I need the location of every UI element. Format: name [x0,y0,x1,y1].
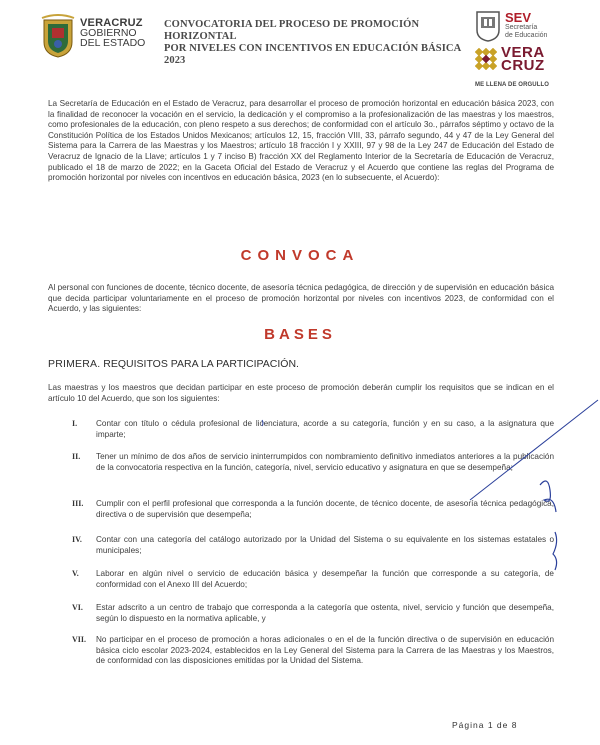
veracruz-word-2: CRUZ [501,57,545,74]
government-wordmark [80,18,145,48]
requirement-text: Contar con una categoría del catálogo autorizado por la Unidad del Sistema o su equivalente en los sistemas estatales o municipales; [96,535,554,555]
page-number: Página 1 de 8 [452,720,518,730]
intro-paragraph: La Secretaría de Educación en el Estado de Veracruz, para desarrollar el proceso de promoción horizontal en educación básica 2023, con la finalidad de reconocer la vocación en el servicio, la dedicación y el compromiso a la profesionalización de las maestras y los maestros, como profesionales de la educación, con pleno respeto a sus derechos; de conformidad con el artículo 3o., párrafos séptimo y octavo de la Constitución Política de los Estados Unidos Mexicanos; artículos 12, 15, fracción VIII, 33, párrafo segundo, 44 y 47 de la Ley General del Sistema para la Carrera de las Maestras y los Maestros; artículo 18 fracción I y XXIII, 97 y 98 de la Ley 247 de Educación del Estado de Veracruz de Ignacio de la Llave; artículos 1 y 7 inciso B) fracción XX del Reglamento Interior de la Secretaría de Educación de Veracruz, publicado el 18 de marzo de 2022; en la Gaceta Oficial del Estado de Veracruz y el Acuerdo que contiene las reglas del Programa de promoción horizontal por niveles con incentivos en educación básica, 2023 (en lo subsecuente, el Acuerdo): [48,99,554,183]
sev-sub-2: de Educación [505,32,548,39]
gov-line-1: VERACRUZ [80,17,143,29]
requirement-text: Laborar en algún nivel o servicio de educación básica y desempeñar la función que corresponde a su categoría, de conformidad con el Anexo III del Acuerdo; [96,569,554,589]
title-line-2: POR NIVELES CON INCENTIVOS EN EDUCACIÓN BÁSICA 2023 [164,43,461,66]
gov-line-3: DEL ESTADO [80,37,146,49]
sev-sub-1: Secretaría [505,24,538,31]
bases-heading: BASES [264,326,336,343]
page-header [0,0,600,92]
requirement-text: No participar en el proceso de promoción a horas adicionales o en el de la función directiva o de supervisión en educación básica ciclo escolar 2023-2024, establecidos en la Ley General del Sistema para la Carrera de las Maestras y los Maestros, de conformidad con las disposiciones emitidas por la Unidad del Sistema. [96,635,554,666]
slogan: ME LLENA DE ORGULLO [475,82,550,88]
requirement-number: VII. [72,635,87,644]
gov-line-2: GOBIERNO [80,27,137,39]
convoca-heading: CONVOCA [240,247,360,264]
sev-acronym: SEV [505,10,532,25]
veracruz-wordmark [501,46,545,72]
sev-logo-block [475,8,555,98]
document-title [164,19,464,67]
requirement-number: VI. [72,603,83,612]
requirement-number: V. [72,569,79,578]
requirement-text: Contar con título o cédula profesional de licenciatura, acorde a su categoría, función y en su caso, a la asignatura que imparte; [96,419,554,439]
sev-text [505,11,547,40]
veracruz-word-1: VERA [501,44,545,61]
requirement-number: I. [72,419,78,428]
title-line-1: CONVOCATORIA DEL PROCESO DE PROMOCIÓN HORIZONTAL [164,19,420,42]
veracruz-coat-of-arms-icon [40,14,76,58]
sev-shield-icon [475,10,501,42]
primera-heading [48,358,299,370]
requirement-number: II. [72,452,81,461]
requirements-intro: Las maestras y los maestros que decidan participar en este proceso de promoción deberán cumplir los requisitos que se indican en el artículo 10 del Acuerdo, que son los siguientes: [48,383,554,403]
convoca-paragraph: Al personal con funciones de docente, técnico docente, de asesoría técnica pedagógica, de dirección y de supervisión en educación básica que decida participar voluntariamente en el proceso de promoción horizontal por niveles con incentivos 2023, de conformidad con el Acuerdo, y las siguientes: [48,283,554,314]
requirement-number: III. [72,499,84,508]
requirement-text: Tener un mínimo de dos años de servicio ininterrumpidos con nombramiento definitivo inmediatos anteriores a la publicación de la convocatoria respectiva en la función, categoría, nivel, servicio educativo y asignatura en que se desempeña; [96,452,554,472]
requirement-number: IV. [72,535,82,544]
primera-title: REQUISITOS PARA LA PARTICIPACIÓN. [100,358,299,370]
primera-label: PRIMERA. [48,358,101,370]
requirement-text: Cumplir con el perfil profesional que corresponda a la función docente, de técnico docente, de asesoría técnica pedagógica, directiva o de supervisión que desempeña; [96,499,554,519]
requirement-text: Estar adscrito a un centro de trabajo que corresponda a la categoría que ostenta, nivel, servicio y función que desempeña, según lo dispuesto en la normativa aplicable, y [96,603,554,623]
veracruz-pattern-icon [475,48,497,70]
